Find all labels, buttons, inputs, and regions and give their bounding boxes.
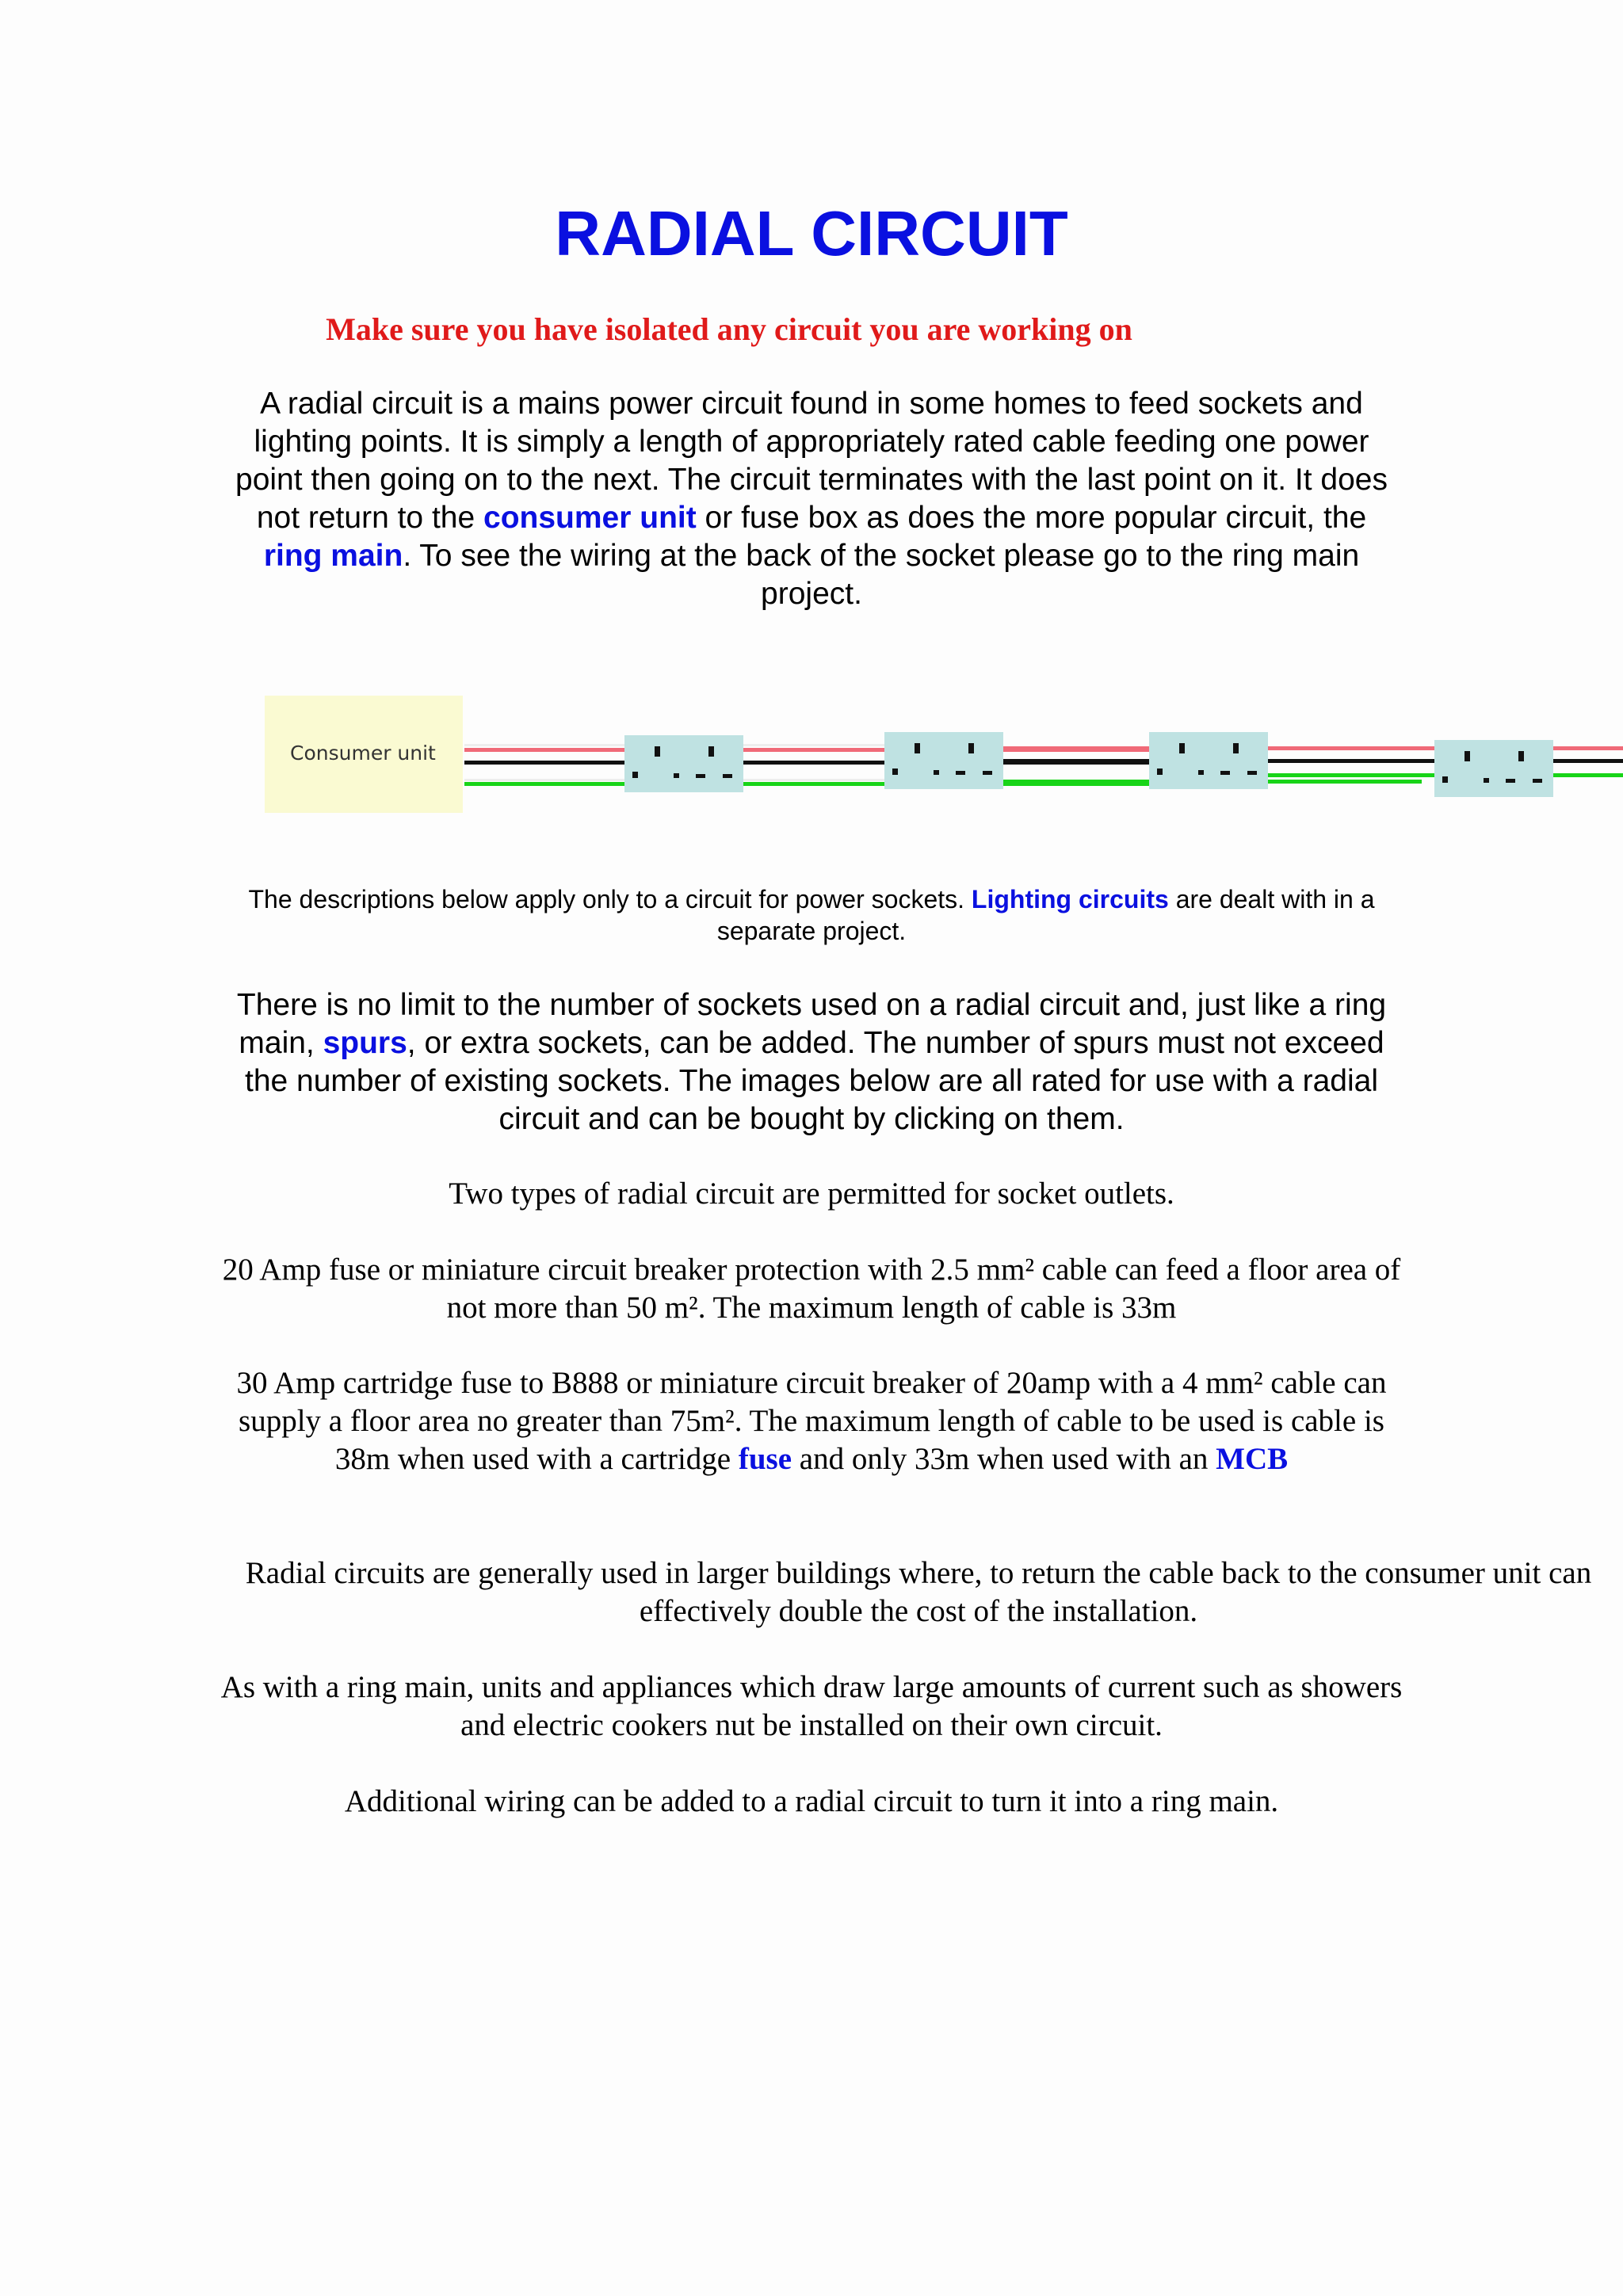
nolimit-text-2: , or extra sockets, can be added. The number of spurs must not exceed the number of existing sockets. The images below are all rated for use with a radial circuit and can be bought by clicking on them.: [244, 1026, 1384, 1136]
lighting-circuits-link[interactable]: Lighting circuits: [971, 885, 1169, 913]
desc-text-1: The descriptions below apply only to a circuit for power sockets.: [248, 885, 972, 913]
intro-text-2: or fuse box as does the more popular circuit, the: [696, 501, 1367, 535]
socket-4: [1434, 740, 1553, 797]
consumer-unit-label: Consumer unit: [290, 742, 436, 765]
socket-2: [884, 732, 1003, 789]
amp30-text-1: 30 Amp cartridge fuse to B888 or miniature circuit breaker of 20amp with a 4 mm² cable can supply a floor area no greater than 75m². The maximum length of cable to be used is cable is 38m when used with a cartridge: [236, 1366, 1387, 1476]
consumer-unit-box: [265, 696, 463, 813]
intro-text-3: . To see the wiring at the back of the socket please go to the ring main project.: [403, 539, 1360, 611]
circuit-types-paragraph: Two types of radial circuit are permitted for socket outlets.: [449, 1177, 1174, 1211]
intro-text-1: A radial circuit is a mains power circuit found in some homes to feed sockets and lighting points. It is simply a length of appropriately rated cable feeding one power point then going on to the next. The circuit terminates with the last point on it. It does not return to the: [235, 387, 1388, 535]
fuse-link[interactable]: fuse: [738, 1442, 792, 1476]
sockets-limit-paragraph: [230, 986, 1393, 1138]
desc-text-2: are dealt with in a separate project.: [716, 885, 1375, 945]
description-paragraph: [230, 883, 1393, 947]
intro-paragraph: [230, 385, 1393, 613]
amp20-paragraph: 20 Amp fuse or miniature circuit breaker protection with 2.5 mm² cable can feed a floor area of not more than 50 m². The maximum length of cable is 33m: [222, 1253, 1401, 1325]
ring-main-link[interactable]: ring main: [263, 539, 403, 573]
additional-wiring-paragraph: Additional wiring can be added to a radial circuit to turn it into a ring main.: [344, 1784, 1279, 1818]
socket-1: [624, 735, 743, 792]
larger-buildings-paragraph: Radial circuits are generally used in larger buildings where, to return the cable back to the consumer unit can effectively double the cost of the installation.: [245, 1556, 1592, 1628]
spurs-link[interactable]: spurs: [323, 1026, 407, 1060]
nolimit-text-1: There is no limit to the number of sockets used on a radial circuit and, just like a ring main,: [236, 988, 1387, 1060]
consumer-unit-link[interactable]: consumer unit: [483, 501, 697, 535]
ring-main-paragraph: As with a ring main, units and appliances which draw large amounts of current such as showers and electric cookers nut be installed on their own circuit.: [220, 1670, 1403, 1742]
amp30-paragraph: [214, 1364, 1409, 1478]
radial-circuit-diagram: [265, 694, 1553, 817]
socket-3: [1149, 732, 1268, 789]
page-title: RADIAL CIRCUIT: [555, 198, 1068, 269]
safety-warning: Make sure you have isolated any circuit you are working on: [326, 311, 1132, 347]
amp30-text-2: and only 33m when used with an: [792, 1442, 1216, 1476]
mcb-link[interactable]: MCB: [1216, 1442, 1289, 1476]
